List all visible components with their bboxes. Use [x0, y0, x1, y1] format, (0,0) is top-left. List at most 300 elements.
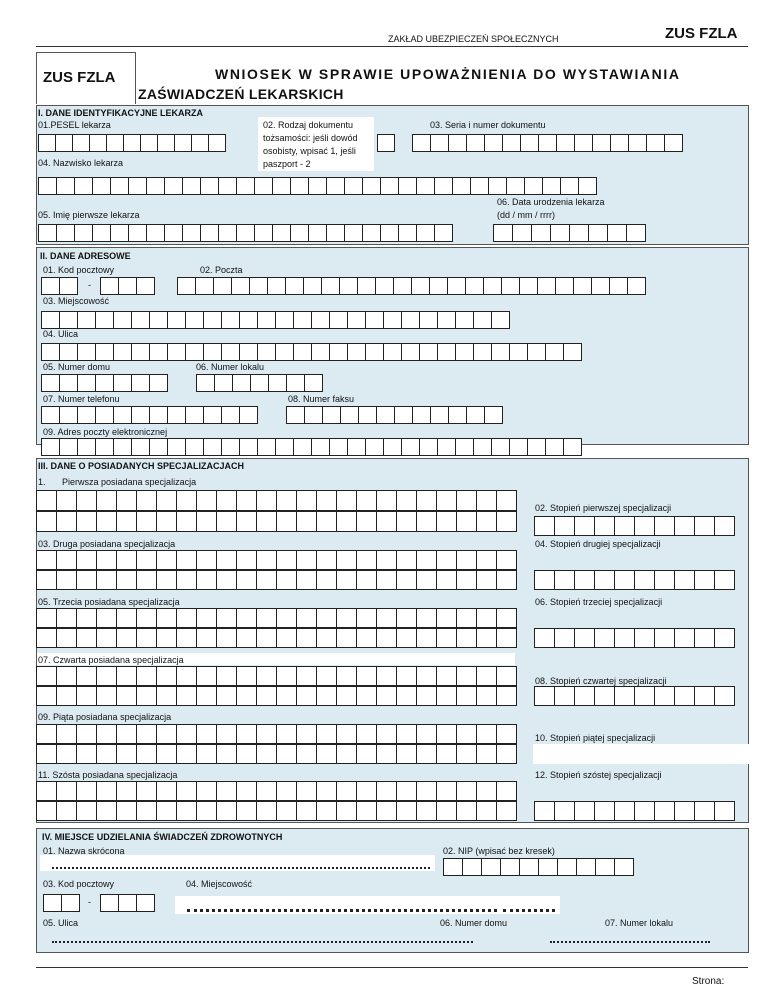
input-cell[interactable]	[38, 224, 57, 242]
input-cell[interactable]	[56, 608, 77, 628]
input-cell[interactable]	[136, 511, 157, 532]
input-cell[interactable]	[156, 666, 177, 686]
nip-boxes[interactable]	[443, 858, 634, 876]
input-cell[interactable]	[398, 177, 417, 195]
input-cell[interactable]	[167, 343, 186, 361]
input-cell[interactable]	[609, 277, 628, 295]
input-cell[interactable]	[476, 781, 497, 801]
input-cell[interactable]	[296, 570, 317, 590]
post-boxes[interactable]	[177, 277, 646, 295]
input-cell[interactable]	[156, 724, 177, 744]
input-cell[interactable]	[176, 490, 197, 511]
ws-city-field-ext[interactable]	[503, 909, 555, 912]
input-cell[interactable]	[396, 608, 417, 628]
input-cell[interactable]	[276, 781, 297, 801]
input-cell[interactable]	[290, 177, 309, 195]
input-cell[interactable]	[236, 550, 257, 570]
input-cell[interactable]	[136, 550, 157, 570]
input-cell[interactable]	[396, 550, 417, 570]
input-cell[interactable]	[434, 177, 453, 195]
input-cell[interactable]	[177, 277, 196, 295]
input-cell[interactable]	[534, 686, 555, 706]
input-cell[interactable]	[96, 666, 117, 686]
input-cell[interactable]	[96, 724, 117, 744]
input-cell[interactable]	[136, 666, 157, 686]
input-cell[interactable]	[436, 628, 457, 648]
input-cell[interactable]	[276, 511, 297, 532]
input-cell[interactable]	[380, 224, 399, 242]
input-cell[interactable]	[182, 177, 201, 195]
input-cell[interactable]	[113, 311, 132, 329]
input-cell[interactable]	[594, 686, 615, 706]
input-cell[interactable]	[92, 177, 111, 195]
input-cell[interactable]	[376, 628, 397, 648]
input-cell[interactable]	[396, 490, 417, 511]
input-cell[interactable]	[239, 438, 258, 456]
input-cell[interactable]	[256, 511, 277, 532]
input-cell[interactable]	[614, 686, 635, 706]
input-cell[interactable]	[714, 686, 735, 706]
input-cell[interactable]	[326, 224, 345, 242]
input-cell[interactable]	[236, 511, 257, 532]
input-cell[interactable]	[484, 134, 503, 152]
input-cell[interactable]	[376, 724, 397, 744]
input-cell[interactable]	[195, 277, 214, 295]
input-cell[interactable]	[256, 608, 277, 628]
input-cell[interactable]	[74, 224, 93, 242]
input-cell[interactable]	[545, 343, 564, 361]
input-cell[interactable]	[347, 343, 366, 361]
input-cell[interactable]	[592, 134, 611, 152]
input-cell[interactable]	[256, 781, 277, 801]
input-cell[interactable]	[506, 177, 525, 195]
input-cell[interactable]	[365, 343, 384, 361]
postcode-boxes-b[interactable]	[100, 277, 155, 295]
input-cell[interactable]	[419, 311, 438, 329]
input-cell[interactable]	[113, 343, 132, 361]
input-cell[interactable]	[316, 570, 337, 590]
input-cell[interactable]	[456, 490, 477, 511]
input-cell[interactable]	[196, 801, 217, 821]
input-cell[interactable]	[140, 134, 158, 152]
input-cell[interactable]	[336, 724, 357, 744]
input-cell[interactable]	[56, 224, 75, 242]
input-cell[interactable]	[221, 311, 240, 329]
input-cell[interactable]	[146, 224, 165, 242]
input-cell[interactable]	[380, 177, 399, 195]
input-cell[interactable]	[436, 511, 457, 532]
input-cell[interactable]	[674, 516, 695, 536]
input-cell[interactable]	[634, 570, 655, 590]
input-cell[interactable]	[36, 628, 57, 648]
input-cell[interactable]	[276, 666, 297, 686]
input-cell[interactable]	[436, 608, 457, 628]
input-cell[interactable]	[72, 134, 90, 152]
input-cell[interactable]	[216, 686, 237, 706]
input-cell[interactable]	[41, 343, 60, 361]
input-cell[interactable]	[164, 177, 183, 195]
input-cell[interactable]	[322, 406, 341, 424]
input-cell[interactable]	[76, 490, 97, 511]
input-cell[interactable]	[416, 511, 437, 532]
input-cell[interactable]	[362, 224, 381, 242]
input-cell[interactable]	[256, 724, 277, 744]
input-cell[interactable]	[436, 666, 457, 686]
input-cell[interactable]	[167, 406, 186, 424]
input-cell[interactable]	[534, 801, 555, 821]
input-cell[interactable]	[462, 858, 482, 876]
input-cell[interactable]	[537, 277, 556, 295]
input-cell[interactable]	[275, 438, 294, 456]
spec5-boxes-row1[interactable]	[36, 724, 517, 744]
input-cell[interactable]	[96, 686, 117, 706]
input-cell[interactable]	[231, 277, 250, 295]
input-cell[interactable]	[296, 511, 317, 532]
input-cell[interactable]	[416, 177, 435, 195]
input-cell[interactable]	[496, 628, 517, 648]
first-name-boxes[interactable]	[38, 224, 453, 242]
input-cell[interactable]	[455, 311, 474, 329]
input-cell[interactable]	[308, 224, 327, 242]
input-cell[interactable]	[285, 277, 304, 295]
input-cell[interactable]	[416, 608, 437, 628]
input-cell[interactable]	[456, 608, 477, 628]
input-cell[interactable]	[347, 438, 366, 456]
input-cell[interactable]	[396, 570, 417, 590]
input-cell[interactable]	[77, 438, 96, 456]
input-cell[interactable]	[196, 686, 217, 706]
input-cell[interactable]	[249, 277, 268, 295]
input-cell[interactable]	[574, 686, 595, 706]
input-cell[interactable]	[176, 550, 197, 570]
input-cell[interactable]	[329, 438, 348, 456]
input-cell[interactable]	[236, 744, 257, 764]
input-cell[interactable]	[256, 801, 277, 821]
input-cell[interactable]	[473, 311, 492, 329]
input-cell[interactable]	[538, 858, 558, 876]
input-cell[interactable]	[311, 311, 330, 329]
input-cell[interactable]	[411, 277, 430, 295]
input-cell[interactable]	[436, 781, 457, 801]
input-cell[interactable]	[116, 608, 137, 628]
input-cell[interactable]	[185, 311, 204, 329]
input-cell[interactable]	[136, 801, 157, 821]
deg1-boxes[interactable]	[534, 516, 735, 536]
input-cell[interactable]	[290, 224, 309, 242]
input-cell[interactable]	[476, 570, 497, 590]
input-cell[interactable]	[419, 343, 438, 361]
input-cell[interactable]	[416, 801, 437, 821]
input-cell[interactable]	[455, 343, 474, 361]
input-cell[interactable]	[396, 781, 417, 801]
input-cell[interactable]	[496, 490, 517, 511]
ws-postcode-boxes-b[interactable]	[100, 894, 155, 912]
input-cell[interactable]	[276, 570, 297, 590]
input-cell[interactable]	[36, 781, 57, 801]
input-cell[interactable]	[156, 550, 177, 570]
input-cell[interactable]	[436, 744, 457, 764]
input-cell[interactable]	[416, 224, 435, 242]
input-cell[interactable]	[76, 781, 97, 801]
input-cell[interactable]	[336, 666, 357, 686]
input-cell[interactable]	[356, 570, 377, 590]
input-cell[interactable]	[357, 277, 376, 295]
input-cell[interactable]	[176, 570, 197, 590]
fax-boxes[interactable]	[286, 406, 503, 424]
input-cell[interactable]	[200, 177, 219, 195]
input-cell[interactable]	[296, 550, 317, 570]
input-cell[interactable]	[550, 224, 570, 242]
input-cell[interactable]	[401, 438, 420, 456]
input-cell[interactable]	[694, 570, 715, 590]
input-cell[interactable]	[455, 438, 474, 456]
input-cell[interactable]	[326, 177, 345, 195]
input-cell[interactable]	[36, 666, 57, 686]
input-cell[interactable]	[76, 666, 97, 686]
input-cell[interactable]	[216, 781, 237, 801]
input-cell[interactable]	[316, 511, 337, 532]
spec1-boxes-row2[interactable]	[36, 511, 517, 532]
ws-street-field[interactable]	[52, 941, 473, 943]
input-cell[interactable]	[316, 608, 337, 628]
input-cell[interactable]	[296, 666, 317, 686]
input-cell[interactable]	[256, 666, 277, 686]
input-cell[interactable]	[437, 438, 456, 456]
input-cell[interactable]	[316, 781, 337, 801]
phone-boxes[interactable]	[41, 406, 258, 424]
input-cell[interactable]	[416, 686, 437, 706]
input-cell[interactable]	[376, 686, 397, 706]
input-cell[interactable]	[56, 666, 77, 686]
input-cell[interactable]	[376, 666, 397, 686]
input-cell[interactable]	[236, 686, 257, 706]
input-cell[interactable]	[268, 374, 287, 392]
input-cell[interactable]	[654, 628, 675, 648]
input-cell[interactable]	[276, 628, 297, 648]
input-cell[interactable]	[221, 343, 240, 361]
input-cell[interactable]	[574, 516, 595, 536]
input-cell[interactable]	[396, 724, 417, 744]
input-cell[interactable]	[38, 134, 56, 152]
input-cell[interactable]	[527, 343, 546, 361]
input-cell[interactable]	[203, 438, 222, 456]
input-cell[interactable]	[634, 628, 655, 648]
input-cell[interactable]	[208, 134, 226, 152]
spec2-boxes-row2[interactable]	[36, 570, 517, 590]
input-cell[interactable]	[239, 311, 258, 329]
input-cell[interactable]	[416, 724, 437, 744]
input-cell[interactable]	[56, 490, 77, 511]
flat-boxes[interactable]	[196, 374, 323, 392]
input-cell[interactable]	[416, 490, 437, 511]
input-cell[interactable]	[329, 311, 348, 329]
input-cell[interactable]	[560, 177, 579, 195]
input-cell[interactable]	[519, 277, 538, 295]
input-cell[interactable]	[674, 801, 695, 821]
input-cell[interactable]	[196, 781, 217, 801]
input-cell[interactable]	[595, 858, 615, 876]
input-cell[interactable]	[76, 608, 97, 628]
input-cell[interactable]	[473, 438, 492, 456]
input-cell[interactable]	[89, 134, 107, 152]
input-cell[interactable]	[131, 343, 150, 361]
input-cell[interactable]	[136, 781, 157, 801]
input-cell[interactable]	[344, 177, 363, 195]
input-cell[interactable]	[236, 177, 255, 195]
input-cell[interactable]	[256, 628, 277, 648]
input-cell[interactable]	[113, 406, 132, 424]
input-cell[interactable]	[436, 570, 457, 590]
input-cell[interactable]	[276, 608, 297, 628]
input-cell[interactable]	[236, 608, 257, 628]
street-boxes[interactable]	[41, 343, 582, 361]
input-cell[interactable]	[149, 311, 168, 329]
input-cell[interactable]	[336, 511, 357, 532]
input-cell[interactable]	[56, 801, 77, 821]
input-cell[interactable]	[491, 438, 510, 456]
input-cell[interactable]	[476, 801, 497, 821]
input-cell[interactable]	[286, 374, 305, 392]
input-cell[interactable]	[203, 311, 222, 329]
input-cell[interactable]	[356, 744, 377, 764]
input-cell[interactable]	[218, 177, 237, 195]
input-cell[interactable]	[156, 744, 177, 764]
input-cell[interactable]	[276, 724, 297, 744]
spec6-boxes-row2[interactable]	[36, 801, 517, 821]
input-cell[interactable]	[96, 490, 117, 511]
input-cell[interactable]	[496, 570, 517, 590]
input-cell[interactable]	[182, 224, 201, 242]
input-cell[interactable]	[311, 438, 330, 456]
input-cell[interactable]	[96, 608, 117, 628]
input-cell[interactable]	[476, 666, 497, 686]
input-cell[interactable]	[296, 724, 317, 744]
input-cell[interactable]	[311, 343, 330, 361]
input-cell[interactable]	[136, 570, 157, 590]
input-cell[interactable]	[156, 801, 177, 821]
input-cell[interactable]	[563, 438, 582, 456]
input-cell[interactable]	[509, 438, 528, 456]
input-cell[interactable]	[375, 277, 394, 295]
input-cell[interactable]	[203, 406, 222, 424]
input-cell[interactable]	[96, 781, 117, 801]
input-cell[interactable]	[574, 134, 593, 152]
input-cell[interactable]	[443, 858, 463, 876]
input-cell[interactable]	[614, 801, 635, 821]
input-cell[interactable]	[396, 801, 417, 821]
input-cell[interactable]	[627, 277, 646, 295]
input-cell[interactable]	[336, 801, 357, 821]
input-cell[interactable]	[376, 511, 397, 532]
input-cell[interactable]	[43, 894, 62, 912]
input-cell[interactable]	[56, 744, 77, 764]
ws-flat-field[interactable]	[550, 941, 710, 943]
input-cell[interactable]	[303, 277, 322, 295]
input-cell[interactable]	[356, 511, 377, 532]
input-cell[interactable]	[123, 134, 141, 152]
input-cell[interactable]	[412, 134, 431, 152]
input-cell[interactable]	[376, 801, 397, 821]
input-cell[interactable]	[116, 744, 137, 764]
input-cell[interactable]	[614, 628, 635, 648]
input-cell[interactable]	[476, 511, 497, 532]
input-cell[interactable]	[316, 724, 337, 744]
input-cell[interactable]	[196, 490, 217, 511]
input-cell[interactable]	[493, 224, 513, 242]
input-cell[interactable]	[76, 724, 97, 744]
input-cell[interactable]	[136, 894, 155, 912]
input-cell[interactable]	[714, 570, 735, 590]
input-cell[interactable]	[41, 311, 60, 329]
input-cell[interactable]	[185, 406, 204, 424]
input-cell[interactable]	[74, 177, 93, 195]
input-cell[interactable]	[116, 490, 137, 511]
input-cell[interactable]	[176, 511, 197, 532]
input-cell[interactable]	[106, 134, 124, 152]
input-cell[interactable]	[339, 277, 358, 295]
input-cell[interactable]	[254, 177, 273, 195]
input-cell[interactable]	[239, 406, 258, 424]
input-cell[interactable]	[519, 858, 539, 876]
input-cell[interactable]	[628, 134, 647, 152]
input-cell[interactable]	[176, 686, 197, 706]
city-boxes[interactable]	[41, 311, 510, 329]
input-cell[interactable]	[396, 744, 417, 764]
input-cell[interactable]	[131, 311, 150, 329]
input-cell[interactable]	[416, 666, 437, 686]
input-cell[interactable]	[496, 801, 517, 821]
input-cell[interactable]	[376, 781, 397, 801]
input-cell[interactable]	[77, 311, 96, 329]
input-cell[interactable]	[59, 311, 78, 329]
input-cell[interactable]	[256, 550, 277, 570]
input-cell[interactable]	[56, 686, 77, 706]
input-cell[interactable]	[496, 511, 517, 532]
input-cell[interactable]	[95, 374, 114, 392]
input-cell[interactable]	[59, 406, 78, 424]
input-cell[interactable]	[176, 801, 197, 821]
input-cell[interactable]	[531, 224, 551, 242]
input-cell[interactable]	[236, 628, 257, 648]
input-cell[interactable]	[308, 177, 327, 195]
input-cell[interactable]	[156, 511, 177, 532]
input-cell[interactable]	[394, 406, 413, 424]
input-cell[interactable]	[393, 277, 412, 295]
input-cell[interactable]	[527, 438, 546, 456]
input-cell[interactable]	[276, 686, 297, 706]
input-cell[interactable]	[36, 490, 57, 511]
input-cell[interactable]	[436, 490, 457, 511]
input-cell[interactable]	[520, 134, 539, 152]
input-cell[interactable]	[95, 438, 114, 456]
input-cell[interactable]	[476, 724, 497, 744]
input-cell[interactable]	[96, 550, 117, 570]
input-cell[interactable]	[56, 724, 77, 744]
ws-postcode-boxes-a[interactable]	[43, 894, 80, 912]
input-cell[interactable]	[293, 343, 312, 361]
input-cell[interactable]	[626, 224, 646, 242]
input-cell[interactable]	[276, 490, 297, 511]
input-cell[interactable]	[136, 744, 157, 764]
input-cell[interactable]	[316, 801, 337, 821]
input-cell[interactable]	[131, 374, 150, 392]
input-cell[interactable]	[466, 134, 485, 152]
input-cell[interactable]	[358, 406, 377, 424]
input-cell[interactable]	[430, 134, 449, 152]
input-cell[interactable]	[419, 438, 438, 456]
input-cell[interactable]	[156, 490, 177, 511]
input-cell[interactable]	[176, 724, 197, 744]
